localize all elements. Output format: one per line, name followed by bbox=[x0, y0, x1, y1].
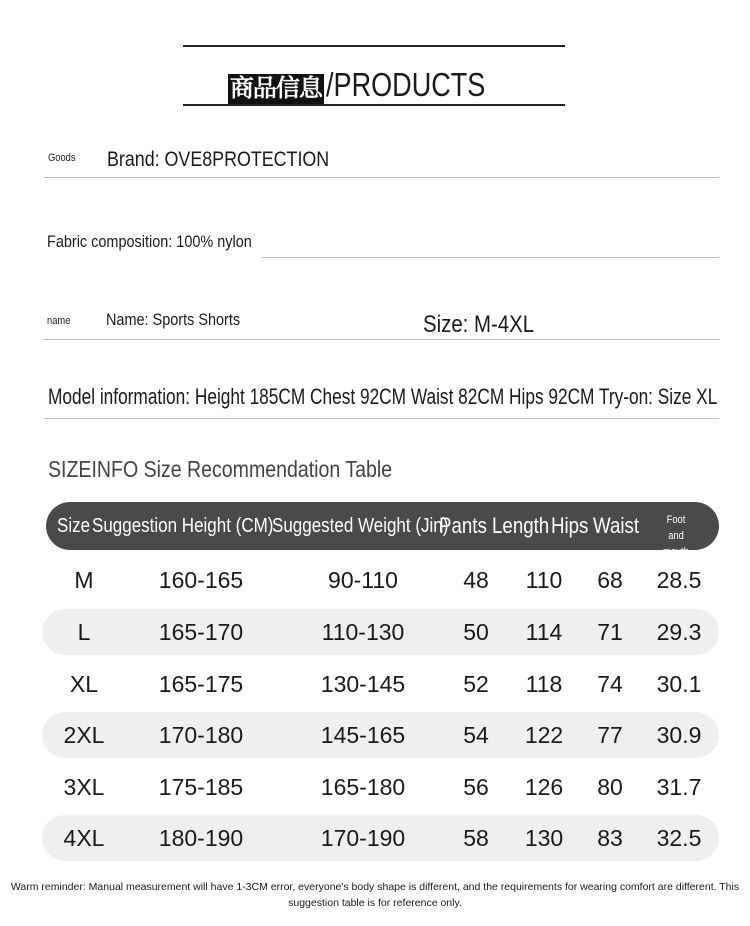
table-row bbox=[42, 712, 719, 758]
cell-size: 4XL bbox=[63, 825, 105, 851]
size-table-header bbox=[46, 502, 719, 558]
header-waist: Waist bbox=[593, 513, 640, 538]
cell-hips: 118 bbox=[525, 671, 563, 697]
table-row bbox=[42, 609, 719, 655]
cell-pants: 52 bbox=[463, 671, 489, 697]
table-row bbox=[42, 764, 719, 810]
name-tag: name bbox=[47, 315, 71, 327]
fabric-composition: Fabric composition: 100% nylon bbox=[47, 232, 252, 251]
title-bottom-rule bbox=[183, 104, 565, 106]
size-range: Size: M-4XL bbox=[423, 311, 535, 338]
cell-size: XL bbox=[69, 671, 99, 697]
header-size: Size bbox=[57, 515, 91, 537]
page-title-en: /PRODUCTS bbox=[325, 66, 486, 103]
cell-hips: 110 bbox=[525, 567, 563, 593]
fabric-divider bbox=[262, 257, 719, 258]
cell-pants: 56 bbox=[463, 774, 489, 800]
cell-foot: 28.5 bbox=[656, 567, 702, 593]
name-divider bbox=[44, 339, 719, 340]
cell-hips: 126 bbox=[524, 774, 564, 800]
header-height: Suggestion Height (CM) bbox=[92, 515, 274, 537]
cell-foot: 30.9 bbox=[656, 722, 702, 748]
cell-waist: 71 bbox=[597, 619, 623, 645]
cell-size: L bbox=[77, 619, 91, 645]
table-row bbox=[42, 557, 719, 603]
cell-hips: 114 bbox=[525, 619, 563, 645]
cell-waist: 74 bbox=[597, 671, 623, 697]
cell-weight: 130-145 bbox=[320, 671, 406, 697]
cell-height: 180-190 bbox=[158, 825, 244, 851]
cell-size: M bbox=[74, 567, 94, 593]
cell-foot: 29.3 bbox=[656, 619, 702, 645]
brand-label: Brand: OVE8PROTECTION bbox=[107, 148, 330, 171]
brand-divider bbox=[44, 177, 719, 178]
cell-height: 165-175 bbox=[158, 671, 244, 697]
cell-height: 160-165 bbox=[158, 567, 244, 593]
cell-foot: 30.1 bbox=[656, 671, 702, 697]
cell-weight: 145-165 bbox=[320, 722, 406, 748]
header-pants-length: Pants Length bbox=[439, 513, 550, 538]
cell-pants: 54 bbox=[463, 722, 489, 748]
cell-height: 175-185 bbox=[158, 774, 244, 800]
cell-height: 170-180 bbox=[158, 722, 244, 748]
cell-weight: 110-130 bbox=[321, 619, 405, 645]
cell-waist: 68 bbox=[597, 567, 623, 593]
page-title-cn: 商品信息 bbox=[229, 75, 322, 102]
cell-foot: 32.5 bbox=[656, 825, 702, 851]
cell-pants: 48 bbox=[463, 567, 489, 593]
cell-waist: 77 bbox=[597, 722, 623, 748]
cell-size: 2XL bbox=[63, 722, 105, 748]
table-row bbox=[42, 661, 719, 707]
cell-weight: 165-180 bbox=[320, 774, 406, 800]
cell-foot: 31.7 bbox=[656, 774, 702, 800]
cell-waist: 80 bbox=[597, 774, 623, 800]
cell-hips: 122 bbox=[524, 722, 564, 748]
model-information: Model information: Height 185CM Chest 92CM Waist 82CM Hips 92CM Try-on: Size XL bbox=[48, 384, 718, 409]
header-weight: Suggested Weight (Jin) bbox=[272, 515, 449, 537]
cell-size: 3XL bbox=[63, 774, 105, 800]
header-hips: Hips bbox=[551, 513, 589, 538]
goods-tag: Goods bbox=[48, 152, 76, 164]
sizeinfo-title: SIZEINFO Size Recommendation Table bbox=[48, 456, 393, 482]
cell-pants: 58 bbox=[463, 825, 489, 851]
model-divider bbox=[44, 418, 719, 419]
page-title bbox=[183, 66, 565, 104]
cell-weight: 90-110 bbox=[328, 567, 398, 593]
table-row bbox=[42, 815, 719, 861]
cell-pants: 50 bbox=[463, 619, 489, 645]
cell-height: 165-170 bbox=[158, 619, 244, 645]
product-name: Name: Sports Shorts bbox=[106, 310, 241, 329]
title-top-rule bbox=[183, 45, 565, 47]
header-foot-mouth: Foot and mouth bbox=[662, 514, 689, 558]
warm-reminder: Warm reminder: Manual measurement will have 1-3CM error, everyone's body shape is different, and the requirements for wearing comfort are different. This suggestion table is for reference only. bbox=[10, 881, 740, 909]
cell-hips: 130 bbox=[524, 825, 564, 851]
cell-weight: 170-190 bbox=[320, 825, 406, 851]
cell-waist: 83 bbox=[597, 825, 623, 851]
